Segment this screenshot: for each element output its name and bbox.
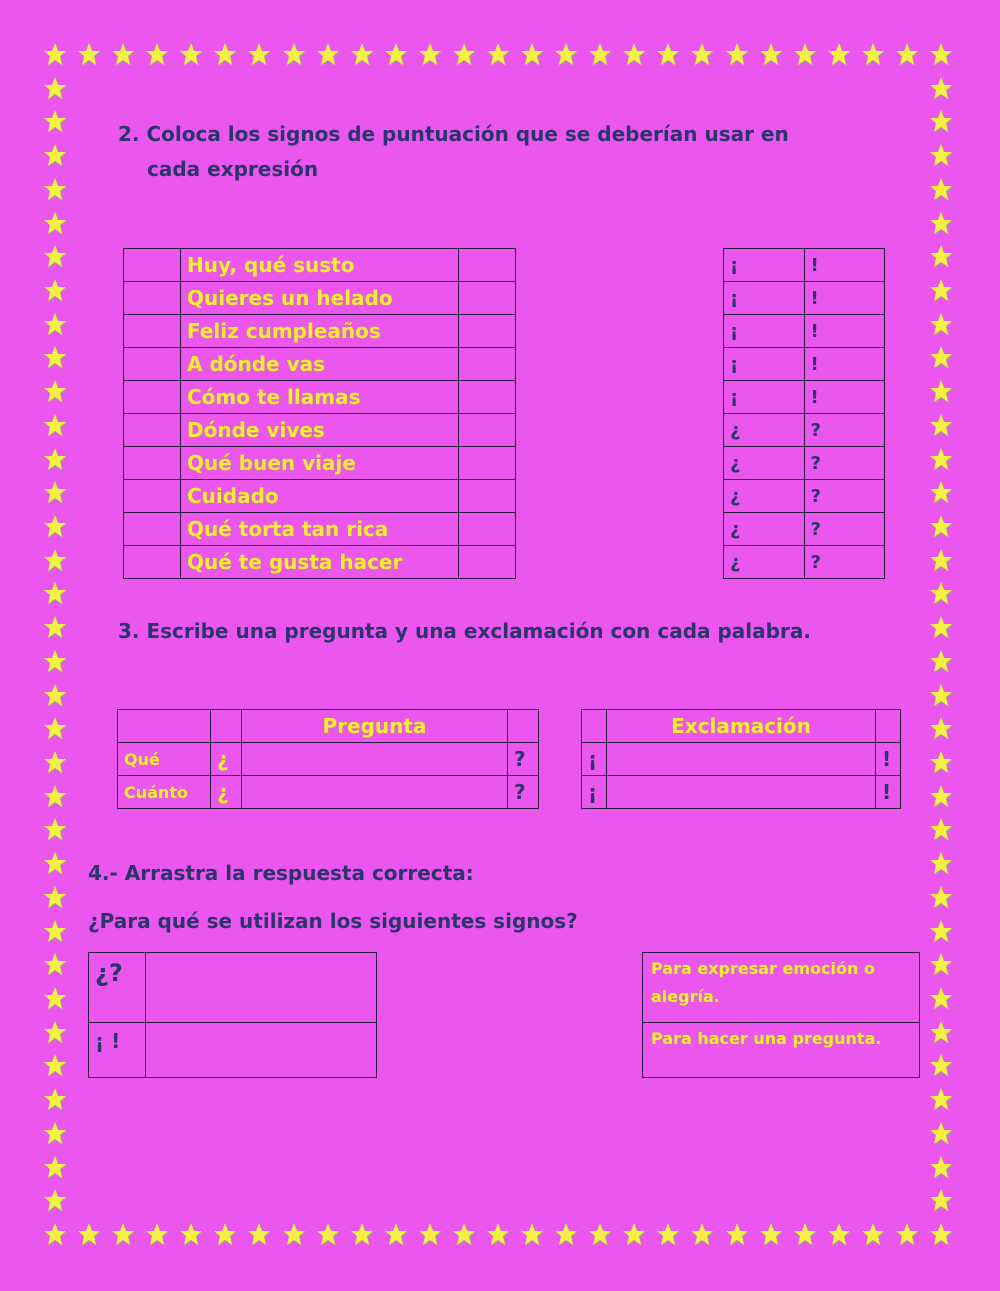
- open-exclamation: ¡: [582, 743, 607, 776]
- star-icon: [928, 312, 954, 338]
- star-icon: [315, 1222, 341, 1248]
- star-icon: [42, 312, 68, 338]
- expression-text: A dónde vas: [181, 348, 459, 381]
- close-sign-slot[interactable]: [459, 381, 516, 414]
- star-icon: [928, 447, 954, 473]
- star-icon: [928, 1222, 954, 1248]
- star-icon: [42, 480, 68, 506]
- star-icon: [42, 683, 68, 709]
- close-question-mark: ?: [508, 776, 539, 809]
- star-icon: [928, 345, 954, 371]
- star-icon: [928, 784, 954, 810]
- star-icon: [281, 1222, 307, 1248]
- q4-subtitle: ¿Para qué se utilizan los siguientes signos?: [88, 909, 578, 933]
- star-icon: [42, 1121, 68, 1147]
- star-icon: [928, 1087, 954, 1113]
- star-icon: [42, 143, 68, 169]
- draggable-open-sign[interactable]: ¿: [724, 546, 805, 579]
- star-icon: [928, 177, 954, 203]
- star-icon: [928, 649, 954, 675]
- exclamacion-input-cuanto[interactable]: [607, 776, 876, 809]
- star-icon: [451, 42, 477, 68]
- draggable-close-sign[interactable]: !: [804, 348, 885, 381]
- star-icon: [42, 952, 68, 978]
- expression-row: [124, 546, 516, 579]
- expression-text: Dónde vives: [181, 414, 459, 447]
- star-icon: [621, 1222, 647, 1248]
- open-sign-slot[interactable]: [124, 513, 181, 546]
- open-sign-slot[interactable]: [124, 480, 181, 513]
- star-icon: [928, 986, 954, 1012]
- star-icon: [42, 750, 68, 776]
- open-sign-slot[interactable]: [124, 315, 181, 348]
- star-icon: [792, 1222, 818, 1248]
- close-exclamation: !: [876, 776, 901, 809]
- star-icon: [519, 1222, 545, 1248]
- q2-title-cont: cada expresión: [147, 157, 319, 181]
- exclamation-signs: ¡ !: [89, 1023, 146, 1078]
- star-icon: [928, 1020, 954, 1046]
- star-icon: [928, 548, 954, 574]
- expression-row: [124, 480, 516, 513]
- sign-row: [724, 480, 885, 513]
- sign-row: [724, 381, 885, 414]
- star-icon: [42, 1155, 68, 1181]
- star-icon: [928, 581, 954, 607]
- sign-row: [724, 282, 885, 315]
- star-icon: [485, 42, 511, 68]
- star-icon: [587, 42, 613, 68]
- sign-row: [724, 315, 885, 348]
- expression-text: Qué te gusta hacer: [181, 546, 459, 579]
- star-icon: [655, 1222, 681, 1248]
- draggable-option-question[interactable]: Para hacer una pregunta.: [643, 1023, 920, 1078]
- star-icon: [349, 42, 375, 68]
- star-icon: [928, 683, 954, 709]
- open-question-mark: ¿: [211, 743, 242, 776]
- exclamacion-table: [581, 709, 901, 809]
- close-exclamation: !: [876, 743, 901, 776]
- close-sign-slot[interactable]: [459, 513, 516, 546]
- open-sign-slot[interactable]: [124, 546, 181, 579]
- star-icon: [928, 76, 954, 102]
- expression-row: [124, 513, 516, 546]
- sign-row: [724, 546, 885, 579]
- close-sign-slot[interactable]: [459, 447, 516, 480]
- star-icon: [42, 615, 68, 641]
- exclamacion-input-que[interactable]: [607, 743, 876, 776]
- star-icon: [212, 42, 238, 68]
- q2-title: 2. Coloca los signos de puntuación que se deberían usar en: [118, 122, 789, 146]
- draggable-close-sign[interactable]: ?: [804, 480, 885, 513]
- star-icon: [76, 1222, 102, 1248]
- expression-row: [124, 282, 516, 315]
- question-signs: ¿?: [89, 953, 146, 1023]
- draggable-close-sign[interactable]: ?: [804, 414, 885, 447]
- open-exclamation: ¡: [582, 776, 607, 809]
- open-sign-slot[interactable]: [124, 348, 181, 381]
- star-icon: [315, 42, 341, 68]
- star-icon: [485, 1222, 511, 1248]
- expression-row: [124, 315, 516, 348]
- expression-text: Huy, qué susto: [181, 249, 459, 282]
- star-icon: [928, 1155, 954, 1181]
- star-icon: [826, 42, 852, 68]
- close-sign-slot[interactable]: [459, 480, 516, 513]
- star-icon: [212, 1222, 238, 1248]
- star-icon: [928, 919, 954, 945]
- star-icon: [42, 345, 68, 371]
- close-sign-slot[interactable]: [459, 249, 516, 282]
- star-icon: [792, 42, 818, 68]
- star-icon: [587, 1222, 613, 1248]
- pregunta-header: Pregunta: [242, 710, 508, 743]
- star-icon: [928, 42, 954, 68]
- star-icon: [144, 1222, 170, 1248]
- star-icon: [758, 1222, 784, 1248]
- star-icon: [724, 1222, 750, 1248]
- open-sign-slot[interactable]: [124, 414, 181, 447]
- star-icon: [928, 211, 954, 237]
- star-icon: [928, 1121, 954, 1147]
- star-icon: [689, 1222, 715, 1248]
- star-icon: [621, 42, 647, 68]
- star-icon: [42, 447, 68, 473]
- star-icon: [42, 1222, 68, 1248]
- star-icon: [42, 817, 68, 843]
- sign-row: [724, 249, 885, 282]
- star-icon: [42, 1087, 68, 1113]
- open-sign-slot[interactable]: [124, 447, 181, 480]
- drop-table: [88, 952, 377, 1078]
- star-icon: [894, 1222, 920, 1248]
- draggable-close-sign[interactable]: !: [804, 282, 885, 315]
- star-icon: [928, 278, 954, 304]
- star-icon: [42, 514, 68, 540]
- star-icon: [553, 1222, 579, 1248]
- star-icon: [655, 42, 681, 68]
- draggable-close-sign[interactable]: ?: [804, 513, 885, 546]
- draggable-open-sign[interactable]: ¿: [724, 414, 805, 447]
- expression-row: [124, 381, 516, 414]
- draggable-open-sign[interactable]: ¡: [724, 381, 805, 414]
- star-icon: [417, 1222, 443, 1248]
- star-icon: [826, 1222, 852, 1248]
- star-icon: [928, 244, 954, 270]
- expression-text: Feliz cumpleaños: [181, 315, 459, 348]
- star-icon: [928, 716, 954, 742]
- star-icon: [349, 1222, 375, 1248]
- draggable-close-sign[interactable]: !: [804, 381, 885, 414]
- star-icon: [724, 42, 750, 68]
- star-icon: [42, 581, 68, 607]
- pregunta-table: [117, 709, 539, 809]
- draggable-open-sign[interactable]: ¡: [724, 315, 805, 348]
- star-icon: [928, 750, 954, 776]
- star-icon: [928, 109, 954, 135]
- star-icon: [110, 42, 136, 68]
- star-icon: [42, 109, 68, 135]
- close-sign-slot[interactable]: [459, 348, 516, 381]
- signs-table: [723, 248, 885, 579]
- draggable-close-sign[interactable]: !: [804, 315, 885, 348]
- star-icon: [42, 379, 68, 405]
- expression-text: Cómo te llamas: [181, 381, 459, 414]
- star-icon: [689, 42, 715, 68]
- draggable-open-sign[interactable]: ¡: [724, 249, 805, 282]
- star-icon: [42, 413, 68, 439]
- star-icon: [42, 1053, 68, 1079]
- star-icon: [42, 278, 68, 304]
- sign-row: [724, 414, 885, 447]
- star-icon: [928, 1188, 954, 1214]
- expression-row: [124, 249, 516, 282]
- sign-row: [724, 513, 885, 546]
- star-icon: [42, 1020, 68, 1046]
- expression-row: [124, 447, 516, 480]
- sign-row: [724, 447, 885, 480]
- draggable-close-sign[interactable]: ?: [804, 447, 885, 480]
- open-question-mark: ¿: [211, 776, 242, 809]
- drop-zone-question[interactable]: [146, 953, 377, 1023]
- star-icon: [42, 76, 68, 102]
- draggable-open-sign[interactable]: ¿: [724, 480, 805, 513]
- star-icon: [42, 211, 68, 237]
- draggable-open-sign[interactable]: ¡: [724, 282, 805, 315]
- close-sign-slot[interactable]: [459, 315, 516, 348]
- star-icon: [928, 1053, 954, 1079]
- star-icon: [42, 784, 68, 810]
- star-icon: [42, 851, 68, 877]
- draggable-close-sign[interactable]: ?: [804, 546, 885, 579]
- star-icon: [42, 244, 68, 270]
- draggable-open-sign[interactable]: ¿: [724, 513, 805, 546]
- draggable-open-sign[interactable]: ¡: [724, 348, 805, 381]
- star-icon: [42, 548, 68, 574]
- answer-options: [642, 952, 920, 1078]
- star-icon: [178, 1222, 204, 1248]
- close-question-mark: ?: [508, 743, 539, 776]
- pregunta-input-que[interactable]: [242, 743, 508, 776]
- star-icon: [451, 1222, 477, 1248]
- star-icon: [42, 885, 68, 911]
- star-icon: [144, 42, 170, 68]
- draggable-open-sign[interactable]: ¿: [724, 447, 805, 480]
- expression-text: Quieres un helado: [181, 282, 459, 315]
- star-icon: [383, 42, 409, 68]
- star-icon: [42, 1188, 68, 1214]
- star-icon: [42, 919, 68, 945]
- open-sign-slot[interactable]: [124, 282, 181, 315]
- star-icon: [178, 42, 204, 68]
- q3-title: 3. Escribe una pregunta y una exclamación con cada palabra.: [118, 619, 811, 643]
- star-icon: [417, 42, 443, 68]
- close-sign-slot[interactable]: [459, 414, 516, 447]
- star-icon: [928, 952, 954, 978]
- close-sign-slot[interactable]: [459, 282, 516, 315]
- star-icon: [928, 480, 954, 506]
- star-icon: [860, 42, 886, 68]
- star-icon: [928, 413, 954, 439]
- draggable-close-sign[interactable]: !: [804, 249, 885, 282]
- expression-text: Qué torta tan rica: [181, 513, 459, 546]
- star-icon: [928, 514, 954, 540]
- star-icon: [519, 42, 545, 68]
- star-icon: [894, 42, 920, 68]
- open-sign-slot[interactable]: [124, 381, 181, 414]
- star-icon: [758, 42, 784, 68]
- star-icon: [553, 42, 579, 68]
- pregunta-input-cuanto[interactable]: [242, 776, 508, 809]
- star-icon: [928, 143, 954, 169]
- star-icon: [42, 177, 68, 203]
- star-icon: [42, 986, 68, 1012]
- expressions-table: [123, 248, 516, 579]
- star-icon: [928, 379, 954, 405]
- star-icon: [42, 716, 68, 742]
- expression-row: [124, 414, 516, 447]
- open-sign-slot[interactable]: [124, 249, 181, 282]
- star-icon: [76, 42, 102, 68]
- star-icon: [928, 817, 954, 843]
- star-icon: [383, 1222, 409, 1248]
- q4-title: 4.- Arrastra la respuesta correcta:: [88, 861, 474, 885]
- close-sign-slot[interactable]: [459, 546, 516, 579]
- star-icon: [928, 885, 954, 911]
- star-icon: [42, 42, 68, 68]
- word-cuanto: Cuánto: [118, 776, 211, 809]
- expression-text: Qué buen viaje: [181, 447, 459, 480]
- star-icon: [928, 851, 954, 877]
- star-icon: [42, 649, 68, 675]
- expression-row: [124, 348, 516, 381]
- star-icon: [928, 615, 954, 641]
- star-icon: [246, 1222, 272, 1248]
- expression-text: Cuidado: [181, 480, 459, 513]
- sign-row: [724, 348, 885, 381]
- star-icon: [281, 42, 307, 68]
- star-icon: [860, 1222, 886, 1248]
- drop-zone-exclamation[interactable]: [146, 1023, 377, 1078]
- star-icon: [110, 1222, 136, 1248]
- word-que: Qué: [118, 743, 211, 776]
- draggable-option-emotion[interactable]: Para expresar emoción o alegría.: [643, 953, 920, 1023]
- star-icon: [246, 42, 272, 68]
- exclamacion-header: Exclamación: [607, 710, 876, 743]
